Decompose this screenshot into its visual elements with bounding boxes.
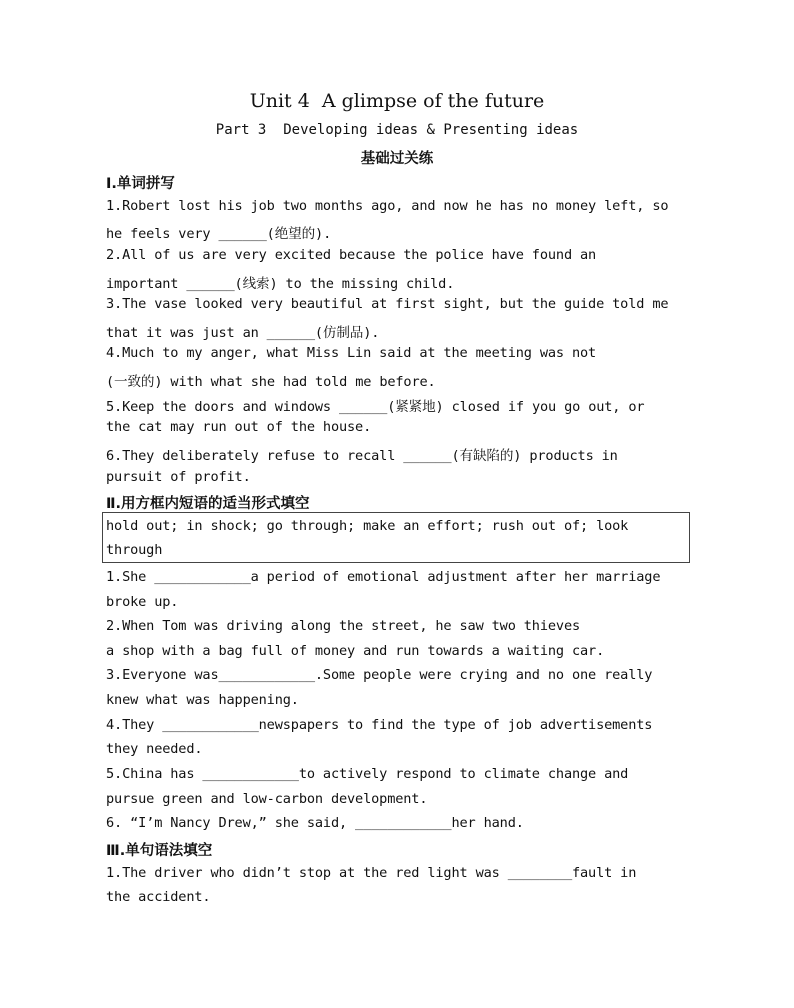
phrase-box — [102, 512, 690, 563]
text-line: the cat may run out of the house. — [106, 419, 372, 435]
text-line: broke up. — [106, 594, 179, 610]
section-1-heading: Ⅰ.单词拼写 — [106, 176, 175, 192]
text-line: 2.All of us are very excited because the police have found an — [106, 247, 597, 263]
text-line: 6.They deliberately refuse to recall ______(有缺陷的) products in — [106, 448, 618, 464]
text-line: he feels very ______(绝望的). — [106, 226, 332, 242]
box-line: hold out; in shock; go through; make an effort; rush out of; look — [106, 518, 629, 534]
level-heading: 基础过关练 — [360, 151, 434, 167]
text-line: knew what was happening. — [106, 692, 299, 708]
text-line: 1.She ____________a period of emotional adjustment after her marriage — [106, 569, 661, 585]
text-line: 5.China has ____________to actively respond to climate change and — [106, 766, 629, 782]
text-line: (一致的) with what she had told me before. — [106, 374, 436, 390]
section-3-heading: Ⅲ.单句语法填空 — [106, 843, 213, 859]
section-2-heading: Ⅱ.用方框内短语的适当形式填空 — [106, 496, 310, 512]
text-line: 4.Much to my anger, what Miss Lin said at the meeting was not — [106, 345, 597, 361]
text-line: 5.Keep the doors and windows ______(紧紧地) closed if you go out, or — [106, 399, 645, 415]
text-line: they needed. — [106, 741, 203, 757]
text-line: a shop with a bag full of money and run towards a waiting car. — [106, 643, 605, 659]
text-line: that it was just an ______(仿制品). — [106, 325, 380, 341]
text-line: 6. “I’m Nancy Drew,” she said, ____________her hand. — [106, 815, 524, 831]
text-line: 1.The driver who didn’t stop at the red light was ________fault in — [106, 865, 637, 881]
text-line: 2.When Tom was driving along the street, he saw two thieves — [106, 618, 581, 634]
text-line: 3.Everyone was____________.Some people were crying and no one really — [106, 667, 653, 683]
text-line: 3.The vase looked very beautiful at first sight, but the guide told me — [106, 296, 669, 312]
text-line: 1.Robert lost his job two months ago, and now he has no money left, so — [106, 198, 669, 214]
text-line: important ______(线索) to the missing child. — [106, 276, 455, 292]
box-line: through — [106, 542, 163, 558]
text-line: pursuit of profit. — [106, 469, 251, 485]
text-line: the accident. — [106, 889, 211, 905]
text-line: pursue green and low-carbon development. — [106, 791, 428, 807]
unit-title: Unit 4 A glimpse of the future — [249, 90, 545, 112]
part-subtitle: Part 3 Developing ideas & Presenting ideas — [215, 122, 579, 138]
text-line: 4.They ____________newspapers to find the type of job advertisements — [106, 717, 653, 733]
